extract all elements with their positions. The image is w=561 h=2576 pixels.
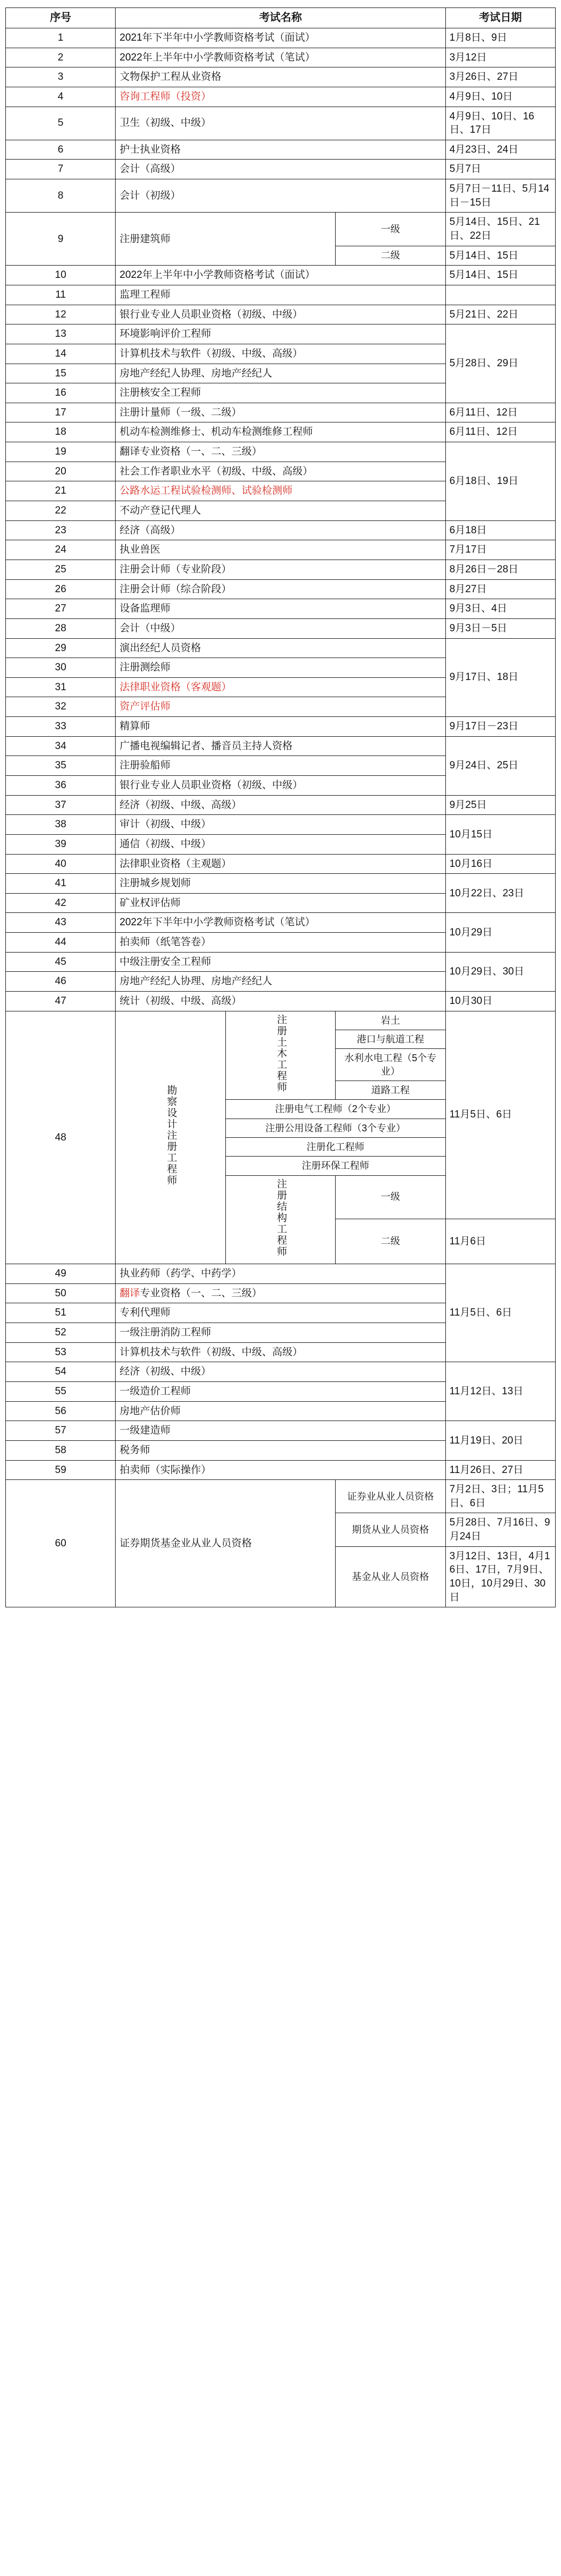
- row-no: 5: [6, 107, 116, 140]
- subitem-rock-soil: 岩土: [336, 1011, 445, 1030]
- row-date: 4月9日、10日、16日、17日: [445, 107, 555, 140]
- subitem-water-conservancy: 水利水电工程（5个专业）: [336, 1049, 445, 1081]
- table-body: [6, 28, 556, 1607]
- row-no: 57: [6, 1421, 116, 1441]
- row-no: 28: [6, 618, 116, 638]
- row-name: 注册会计师（专业阶段）: [116, 560, 445, 579]
- row-name: 会计（高级）: [116, 160, 445, 179]
- row-no: 22: [6, 501, 116, 521]
- row-no: 51: [6, 1303, 116, 1323]
- subitem-funds: 基金从业人员资格: [336, 1546, 445, 1607]
- table-row: [6, 324, 556, 344]
- row-name: 公路水运工程试验检测师、试验检测师: [116, 481, 445, 501]
- table-row: [6, 618, 556, 638]
- row-date-merged: 6月18日、19日: [445, 442, 555, 521]
- row-date: 3月12日: [445, 48, 555, 67]
- row-no: 45: [6, 952, 116, 972]
- row-no: 50: [6, 1283, 116, 1303]
- row-name: 房地产估价师: [116, 1401, 445, 1421]
- row-date: 5月14日、15日、21日、22日: [445, 213, 555, 246]
- column-header-no: 序号: [6, 8, 116, 28]
- row-no: 10: [6, 266, 116, 285]
- row-date-merged: 11月12日、13日: [445, 1362, 555, 1421]
- group-label-civil-engineer: 注册土木工程师: [225, 1011, 335, 1100]
- table-row: [6, 579, 556, 599]
- row-name-highlight: 翻译: [119, 1287, 140, 1299]
- row-date: 4月23日、24日: [445, 140, 555, 160]
- table-row: [6, 160, 556, 179]
- subitem-futures: 期货从业人员资格: [336, 1513, 445, 1546]
- row-name: 法律职业资格（主观题）: [116, 854, 445, 874]
- row-date: 5月7日: [445, 160, 555, 179]
- row-date: 9月3日、4日: [445, 599, 555, 619]
- subitem-securities: 证券业从业人员资格: [336, 1480, 445, 1513]
- row-name: 2022年上半年中小学教师资格考试（面试）: [116, 266, 445, 285]
- row-name: 广播电视编辑记者、播音员主持人资格: [116, 736, 445, 756]
- column-header-date: 考试日期: [445, 8, 555, 28]
- row-name: 注册计量师（一级、二级）: [116, 403, 445, 422]
- row-date: 10月16日: [445, 854, 555, 874]
- table-row: [6, 28, 556, 48]
- row-no: 3: [6, 67, 116, 87]
- row-name: 2021年下半年中小学教师资格考试（面试）: [116, 28, 445, 48]
- row-name: 卫生（初级、中级）: [116, 107, 445, 140]
- row-no: 18: [6, 422, 116, 442]
- table-row: [6, 540, 556, 560]
- table-row: [6, 140, 556, 160]
- row-name: 拍卖师（实际操作）: [116, 1460, 445, 1480]
- table-row: [6, 87, 556, 107]
- row-date-merged: 5月28日、29日: [445, 324, 555, 403]
- table-row: [6, 285, 556, 305]
- row-name: 咨询工程师（投资）: [116, 87, 445, 107]
- subitem-structural-level-1: 一级: [336, 1175, 445, 1219]
- row-name: 一级建造师: [116, 1421, 445, 1441]
- table-row: [6, 795, 556, 815]
- row-name: 矿业权评估师: [116, 893, 445, 913]
- row-name: 会计（初级）: [116, 179, 445, 213]
- row-date: [445, 285, 555, 305]
- row-name: 银行业专业人员职业资格（初级、中级）: [116, 775, 445, 795]
- row-no: 41: [6, 874, 116, 894]
- row-name: 不动产登记代理人: [116, 501, 445, 521]
- row-name: 设备监理师: [116, 599, 445, 619]
- row-no: 38: [6, 815, 116, 835]
- row-no: 4: [6, 87, 116, 107]
- row-date-merged: 10月29日、30日: [445, 952, 555, 991]
- row-date-merged: 11月5日、6日: [445, 1264, 555, 1362]
- row-no: 47: [6, 992, 116, 1011]
- row-no: 53: [6, 1342, 116, 1362]
- row-name: 经济（高级）: [116, 520, 445, 540]
- row-no: 7: [6, 160, 116, 179]
- row-date-merged: 10月15日: [445, 815, 555, 854]
- table-row: [6, 48, 556, 67]
- row-no: 56: [6, 1401, 116, 1421]
- row-name: 护士执业资格: [116, 140, 445, 160]
- row-name: 环境影响评价工程师: [116, 324, 445, 344]
- row-no: 59: [6, 1460, 116, 1480]
- table-row: [6, 1362, 556, 1382]
- row-no: 32: [6, 697, 116, 717]
- row-name: 翻译专业资格（一、二、三级）: [116, 442, 445, 462]
- row-no: 42: [6, 893, 116, 913]
- row-no: 24: [6, 540, 116, 560]
- row-name: 一级造价工程师: [116, 1381, 445, 1401]
- row-name: 通信（初级、中级）: [116, 834, 445, 854]
- table-head: [6, 8, 556, 28]
- row-name: 会计（中级）: [116, 618, 445, 638]
- table-row: [6, 1264, 556, 1284]
- group-label-structural-engineer: 注册结构工程师: [225, 1175, 335, 1264]
- table-row: [6, 560, 556, 579]
- row-no: 31: [6, 677, 116, 697]
- row-no: 14: [6, 344, 116, 364]
- row-name: 房地产经纪人协理、房地产经纪人: [116, 364, 445, 383]
- row-name: 执业兽医: [116, 540, 445, 560]
- row-name: 经济（初级、中级、高级）: [116, 795, 445, 815]
- row-name: 注册核安全工程师: [116, 383, 445, 403]
- row-name: 精算师: [116, 717, 445, 737]
- row-no: 54: [6, 1362, 116, 1382]
- row-no: 12: [6, 305, 116, 324]
- row-date: 5月7日－11日、5月14日－15日: [445, 179, 555, 213]
- subitem-road-engineering: 道路工程: [336, 1081, 445, 1099]
- row-subname: 二级: [336, 246, 445, 266]
- row-name: 中级注册安全工程师: [116, 952, 445, 972]
- row-no: 58: [6, 1440, 116, 1460]
- group-label-survey-design: 勘察设计注册工程师: [116, 1011, 225, 1264]
- exam-schedule-table: [5, 7, 556, 1607]
- row-name: 监理工程师: [116, 285, 445, 305]
- row-no: 35: [6, 756, 116, 776]
- row-no: 33: [6, 717, 116, 737]
- row-no: 48: [6, 1011, 116, 1264]
- row-no: 52: [6, 1323, 116, 1343]
- row-no: 55: [6, 1381, 116, 1401]
- table-row: [6, 638, 556, 658]
- row-date: 11月6日: [445, 1219, 555, 1264]
- row-name: 社会工作者职业水平（初级、中级、高级）: [116, 462, 445, 481]
- row-subname: 一级: [336, 213, 445, 246]
- row-no: 2: [6, 48, 116, 67]
- row-name: 资产评估师: [116, 697, 445, 717]
- row-date: 6月11日、12日: [445, 422, 555, 442]
- table-row: [6, 305, 556, 324]
- table-row-group-48: [6, 1011, 556, 1030]
- row-name: 拍卖师（纸笔答卷）: [116, 933, 445, 953]
- row-name: 注册会计师（综合阶段）: [116, 579, 445, 599]
- row-name: 银行业专业人员职业资格（初级、中级）: [116, 305, 445, 324]
- row-name: 注册建筑师: [116, 213, 336, 266]
- row-date: 1月8日、9日: [445, 28, 555, 48]
- row-name: 注册测绘师: [116, 658, 445, 678]
- subitem-electrical-engineer: 注册电气工程师（2个专业）: [225, 1100, 445, 1119]
- row-no: 11: [6, 285, 116, 305]
- row-no: 43: [6, 913, 116, 933]
- row-name: [116, 1283, 445, 1303]
- row-name: 计算机技术与软件（初级、中级、高级）: [116, 1342, 445, 1362]
- table-row: [6, 179, 556, 213]
- row-date-merged: 11月19日、20日: [445, 1421, 555, 1460]
- row-name: 审计（初级、中级）: [116, 815, 445, 835]
- table-row: [6, 874, 556, 894]
- row-date-merged: 10月29日: [445, 913, 555, 952]
- table-row: [6, 442, 556, 462]
- row-name: 注册城乡规划师: [116, 874, 445, 894]
- subitem-structural-level-2: 二级: [336, 1219, 445, 1264]
- row-no: 46: [6, 972, 116, 992]
- row-no: 13: [6, 324, 116, 344]
- row-no: 17: [6, 403, 116, 422]
- row-no: 34: [6, 736, 116, 756]
- row-date: 9月3日－5日: [445, 618, 555, 638]
- row-date: 9月25日: [445, 795, 555, 815]
- row-date: 11月26日、27日: [445, 1460, 555, 1480]
- table-row-group-60: [6, 1480, 556, 1513]
- row-name: 证券期货基金业从业人员资格: [116, 1480, 336, 1607]
- row-date: 5月21日、22日: [445, 305, 555, 324]
- table-row: [6, 67, 556, 87]
- row-date: 5月14日、15日: [445, 246, 555, 266]
- table-row: [6, 952, 556, 972]
- row-no: 23: [6, 520, 116, 540]
- row-no: 39: [6, 834, 116, 854]
- table-row: [6, 815, 556, 835]
- row-no: 36: [6, 775, 116, 795]
- row-no: 19: [6, 442, 116, 462]
- row-date: 7月2日、3日；11月5日、6日: [445, 1480, 555, 1513]
- table-row: [6, 854, 556, 874]
- row-name: 房地产经纪人协理、房地产经纪人: [116, 972, 445, 992]
- row-no: 44: [6, 933, 116, 953]
- row-date-merged: 11月5日、6日: [445, 1011, 555, 1219]
- row-name: 演出经纪人员资格: [116, 638, 445, 658]
- row-date: 3月12日、13日，4月16日、17日，7月9日、10日，10月29日、30日: [445, 1546, 555, 1607]
- row-name: 2022年上半年中小学教师资格考试（笔试）: [116, 48, 445, 67]
- row-date: 5月28日、7月16日、9月24日: [445, 1513, 555, 1546]
- row-no: 40: [6, 854, 116, 874]
- row-no: 1: [6, 28, 116, 48]
- row-date: 10月30日: [445, 992, 555, 1011]
- row-date: 6月18日: [445, 520, 555, 540]
- row-name: 统计（初级、中级、高级）: [116, 992, 445, 1011]
- row-name: 税务师: [116, 1440, 445, 1460]
- row-name: 注册验船师: [116, 756, 445, 776]
- table-row: [6, 422, 556, 442]
- row-no: 6: [6, 140, 116, 160]
- table-row: [6, 266, 556, 285]
- row-no: 21: [6, 481, 116, 501]
- table-row: [6, 992, 556, 1011]
- row-date-merged: 9月17日、18日: [445, 638, 555, 717]
- row-date: 8月27日: [445, 579, 555, 599]
- row-date: 6月11日、12日: [445, 403, 555, 422]
- table-row: [6, 717, 556, 737]
- row-no: 8: [6, 179, 116, 213]
- table-row: [6, 1460, 556, 1480]
- row-date-merged: 10月22日、23日: [445, 874, 555, 913]
- row-date: 7月17日: [445, 540, 555, 560]
- row-date: 3月26日、27日: [445, 67, 555, 87]
- table-header-row: [6, 8, 556, 28]
- subitem-port-navigation: 港口与航道工程: [336, 1030, 445, 1049]
- row-no: 20: [6, 462, 116, 481]
- row-name-rest: 专业资格（一、二、三级）: [140, 1287, 262, 1299]
- row-name: 法律职业资格（客观题）: [116, 677, 445, 697]
- row-no: 60: [6, 1480, 116, 1607]
- subitem-environmental-engineer: 注册环保工程师: [225, 1157, 445, 1175]
- row-no: 25: [6, 560, 116, 579]
- table-row: [6, 107, 556, 140]
- row-no: 37: [6, 795, 116, 815]
- row-name: 一级注册消防工程师: [116, 1323, 445, 1343]
- row-no: 49: [6, 1264, 116, 1284]
- table-row: [6, 403, 556, 422]
- subitem-chemical-engineer: 注册化工程师: [225, 1137, 445, 1156]
- row-date: 4月9日、10日: [445, 87, 555, 107]
- row-name: 机动车检测维修士、机动车检测维修工程师: [116, 422, 445, 442]
- row-date: 9月17日－23日: [445, 717, 555, 737]
- row-name: 2022年下半年中小学教师资格考试（笔试）: [116, 913, 445, 933]
- table-row: [6, 520, 556, 540]
- row-no: 16: [6, 383, 116, 403]
- row-name: 执业药师（药学、中药学）: [116, 1264, 445, 1284]
- table-row: [6, 599, 556, 619]
- row-no: 29: [6, 638, 116, 658]
- column-header-name: 考试名称: [116, 8, 445, 28]
- table-row: [6, 736, 556, 756]
- row-no: 26: [6, 579, 116, 599]
- row-no: 15: [6, 364, 116, 383]
- table-row: [6, 1421, 556, 1441]
- row-no: 9: [6, 213, 116, 266]
- row-date: 8月26日－28日: [445, 560, 555, 579]
- row-no: 27: [6, 599, 116, 619]
- table-row-group-9: [6, 213, 556, 246]
- row-name: 经济（初级、中级）: [116, 1362, 445, 1382]
- row-no: 30: [6, 658, 116, 678]
- row-date-merged: 9月24日、25日: [445, 736, 555, 795]
- row-date: 5月14日、15日: [445, 266, 555, 285]
- row-name: 文物保护工程从业资格: [116, 67, 445, 87]
- subitem-public-equipment-engineer: 注册公用设备工程师（3个专业）: [225, 1119, 445, 1137]
- row-name: 专利代理师: [116, 1303, 445, 1323]
- row-name: 计算机技术与软件（初级、中级、高级）: [116, 344, 445, 364]
- table-row: [6, 913, 556, 933]
